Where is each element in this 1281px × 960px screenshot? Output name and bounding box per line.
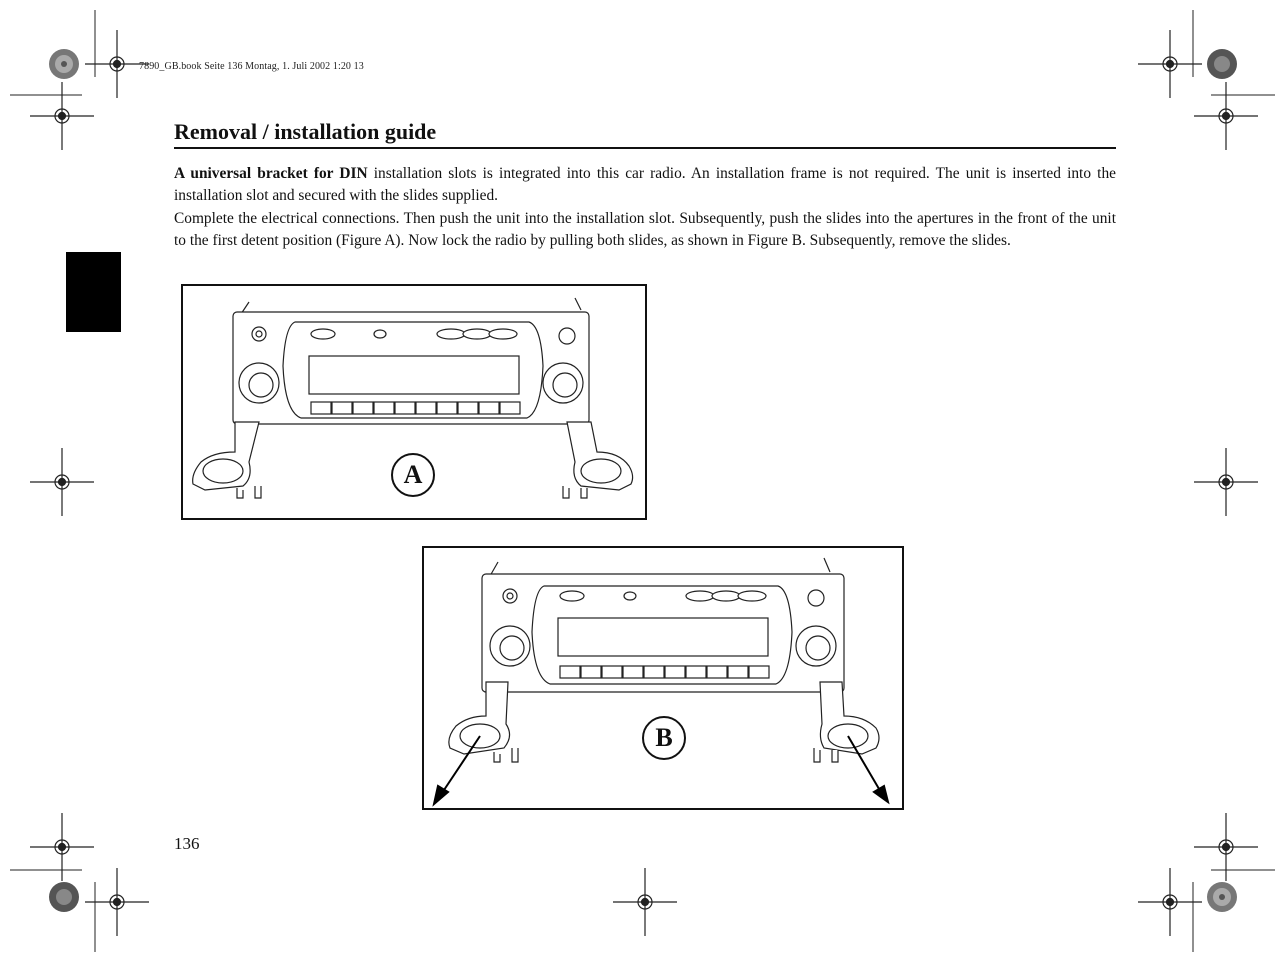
figure-b (422, 546, 904, 810)
page-number: 136 (174, 834, 200, 853)
paragraph-2: Complete the electrical connections. Then push the unit into the installation slot. Subsequently, push the slides into the apertures in the front of the unit to the first detent position (Figure A). Now lock the radio by pulling both slides, as shown in Figure B. Subsequently, remove the slides. (174, 209, 1116, 249)
figure-a (181, 284, 647, 520)
paragraph-1-rest: installation slots is integrated into this car radio. An installation frame is not required. The unit is inserted into the installation slot and secured with the slides supplied. (174, 165, 1116, 205)
body-text (174, 163, 1116, 252)
figure-label: A (391, 453, 435, 497)
bold-lead: A universal bracket for DIN (174, 165, 368, 182)
print-header: 7890_GB.book Seite 136 Montag, 1. Juli 2002 1:20 13 (139, 61, 364, 72)
page-title: Removal / installation guide (174, 118, 1116, 149)
chapter-tab-marker (66, 252, 121, 332)
radio-illustration-b (424, 548, 902, 808)
paragraph-1 (174, 163, 1116, 208)
figure-label: B (642, 716, 686, 760)
